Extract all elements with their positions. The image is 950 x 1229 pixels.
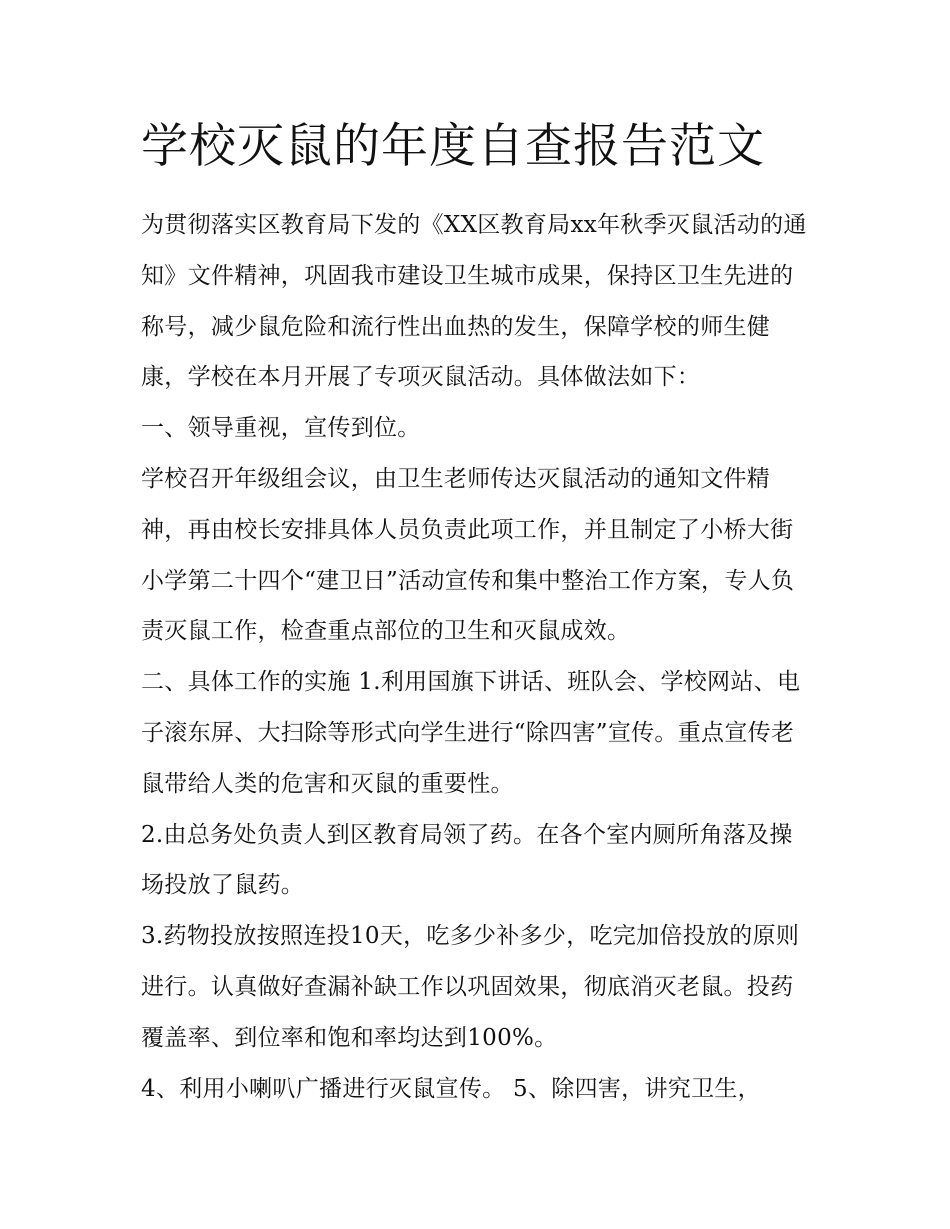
paragraph-item-3: 3.药物投放按照连投10天，吃多少补多少，吃完加倍投放的原则进行。认真做好查漏补缺工作以巩固效果，彻底消灭老鼠。投药覆盖率、到位率和饱和率均达到100%。 <box>141 923 800 1051</box>
paragraph-item-4-5: 4、利用小喇叭广播进行灭鼠宣传。 5、除四害，讲究卫生， <box>141 1075 761 1102</box>
section-heading-leadership: 一、领导重视，宣传到位。 <box>141 415 421 442</box>
paragraph-meeting: 学校召开年级组会议，由卫生老师传达灭鼠活动的通知文件精神，再由校长安排具体人员负责此项工作，并且制定了小桥大街小学第二十四个“建卫日”活动宣传和集中整治工作方案，专人负责灭鼠工作，检查重点部位的卫生和灭鼠成效。 <box>141 465 795 645</box>
paragraph-intro: 为贯彻落实区教育局下发的《XX区教育局xx年秋季灭鼠活动的通知》文件精神，巩固我市建设卫生城市成果，保持区卫生先进的称号，减少鼠危险和流行性出血热的发生，保障学校的师生健康，学校在本月开展了专项灭鼠活动。具体做法如下： <box>141 212 807 391</box>
document-title: 学校灭鼠的年度自查报告范文 <box>141 119 765 174</box>
section-heading-implementation: 二、具体工作的实施 1.利用国旗下讲话、班队会、学校网站、电子滚东屏、大扫除等形式向学生进行“除四害”宣传。重点宣传老鼠带给人类的危害和灭鼠的重要性。 <box>141 669 801 797</box>
document-body <box>141 112 813 1114</box>
paragraph-item-2: 2.由总务处负责人到区教育局领了药。在各个室内厕所角落及操场投放了鼠药。 <box>141 821 793 899</box>
